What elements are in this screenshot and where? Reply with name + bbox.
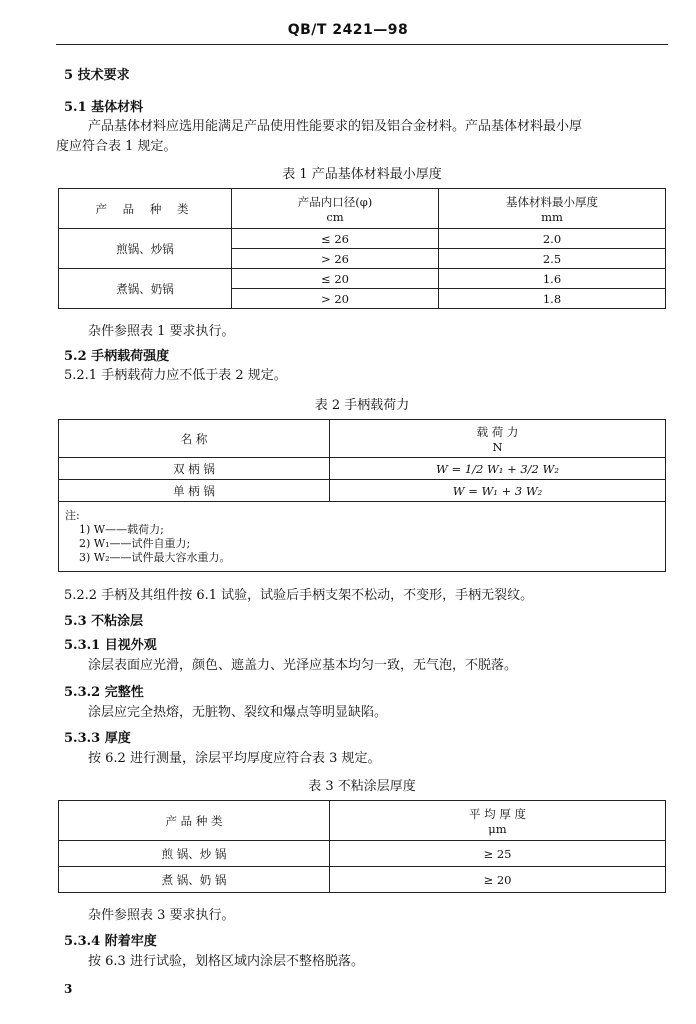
table-1-header-thickness-unit: mm bbox=[541, 209, 563, 224]
table-1-row-type: 煮锅、奶锅 bbox=[59, 269, 232, 309]
table-2-note-item: 2) W₁——试件自重力; bbox=[79, 536, 191, 550]
section-5-3-2-title: 5.3.2 完整性 bbox=[64, 685, 144, 700]
section-5-1-text-line1: 产品基体材料应选用能满足产品使用性能要求的铝及铝合金材料。产品基体材料最小厚 bbox=[88, 119, 583, 134]
table-1-row-type: 煎锅、炒锅 bbox=[59, 229, 232, 269]
section-5-3-4-title: 5.3.4 附着牢度 bbox=[64, 934, 157, 949]
table-1-cell-thickness: 1.6 bbox=[439, 269, 666, 289]
table-1-cell-diameter: ≤ 20 bbox=[232, 269, 439, 289]
table-2-row-formula: W = W₁ + 3 W₂ bbox=[330, 480, 666, 502]
section-5-2-2-text: 5.2.2 手柄及其组件按 6.1 试验，试验后手柄支架不松动，不变形，手柄无裂纹。 bbox=[64, 588, 534, 603]
table-2-row-name: 单 柄 锅 bbox=[59, 480, 330, 502]
table-2-caption: 表 2 手柄载荷力 bbox=[314, 398, 410, 413]
section-5-title: 5 技术要求 bbox=[64, 68, 130, 83]
table-2-note-item: 3) W₂——试件最大容水重力。 bbox=[79, 550, 231, 564]
table-2-row-name: 双 柄 锅 bbox=[59, 458, 330, 480]
table-3-header-thickness: 平 均 厚 度 bbox=[469, 806, 526, 821]
table-2-header-name: 名 称 bbox=[59, 420, 330, 458]
table-2-note-label: 注: bbox=[65, 508, 80, 522]
table-1-cell-thickness: 2.0 bbox=[439, 229, 666, 249]
table-1-cell-thickness: 1.8 bbox=[439, 289, 666, 309]
table-1-header-type: 产 品 种 类 bbox=[59, 189, 232, 229]
section-5-3-3-title: 5.3.3 厚度 bbox=[64, 731, 131, 746]
page-number: 3 bbox=[64, 982, 73, 996]
table-2-header-unit: N bbox=[492, 439, 503, 454]
table-2-header-load: 载 荷 力 bbox=[476, 424, 519, 439]
section-5-1-text-line2: 度应符合表 1 规定。 bbox=[56, 139, 177, 154]
header-rule bbox=[56, 44, 668, 45]
section-5-3-1-text: 涂层表面应光滑，颜色、遮盖力、光泽应基本均匀一致，无气泡，不脱落。 bbox=[88, 658, 518, 673]
table-1 bbox=[58, 188, 666, 309]
table-3-row-type: 煮 锅、奶 锅 bbox=[59, 867, 330, 893]
table-1-header-diameter: 产品内口径(φ) bbox=[297, 194, 373, 209]
section-5-3-title: 5.3 不粘涂层 bbox=[64, 614, 144, 629]
table-1-cell-thickness: 2.5 bbox=[439, 249, 666, 269]
table-1-cell-diameter: ≤ 26 bbox=[232, 229, 439, 249]
table-3-row-value: ≥ 20 bbox=[330, 867, 666, 893]
section-5-2-title: 5.2 手柄载荷强度 bbox=[64, 349, 170, 364]
table-1-cell-diameter: > 26 bbox=[232, 249, 439, 269]
table-1-header-thickness: 基体材料最小厚度 bbox=[506, 194, 598, 209]
table-3-after-note: 杂件参照表 3 要求执行。 bbox=[88, 908, 235, 923]
section-5-3-4-text: 按 6.3 进行试验，划格区域内涂层不整格脱落。 bbox=[88, 954, 364, 969]
table-2-row-formula: W = 1/2 W₁ + 3/2 W₂ bbox=[330, 458, 666, 480]
table-2-note-item: 1) W——载荷力; bbox=[79, 522, 164, 536]
table-3-row-type: 煎 锅、炒 锅 bbox=[59, 841, 330, 867]
table-2 bbox=[58, 419, 666, 572]
table-3-row-value: ≥ 25 bbox=[330, 841, 666, 867]
table-3-caption: 表 3 不粘涂层厚度 bbox=[308, 779, 416, 794]
section-5-1-title: 5.1 基体材料 bbox=[64, 100, 144, 115]
table-1-after-note: 杂件参照表 1 要求执行。 bbox=[88, 324, 235, 339]
section-5-3-1-title: 5.3.1 目视外观 bbox=[64, 638, 157, 653]
table-3-header-unit: μm bbox=[488, 821, 507, 836]
table-3-header-type: 产 品 种 类 bbox=[59, 801, 330, 841]
standard-number: QB/T 2421—98 bbox=[287, 22, 409, 38]
section-5-2-1-text: 5.2.1 手柄载荷力应不低于表 2 规定。 bbox=[64, 368, 287, 383]
table-1-header-diameter-unit: cm bbox=[326, 209, 344, 224]
table-3 bbox=[58, 800, 666, 893]
section-5-3-3-text: 按 6.2 进行测量，涂层平均厚度应符合表 3 规定。 bbox=[88, 751, 381, 766]
table-1-cell-diameter: > 20 bbox=[232, 289, 439, 309]
table-1-caption: 表 1 产品基体材料最小厚度 bbox=[282, 167, 442, 182]
section-5-3-2-text: 涂层应完全热熔，无脏物、裂纹和爆点等明显缺陷。 bbox=[88, 705, 388, 720]
